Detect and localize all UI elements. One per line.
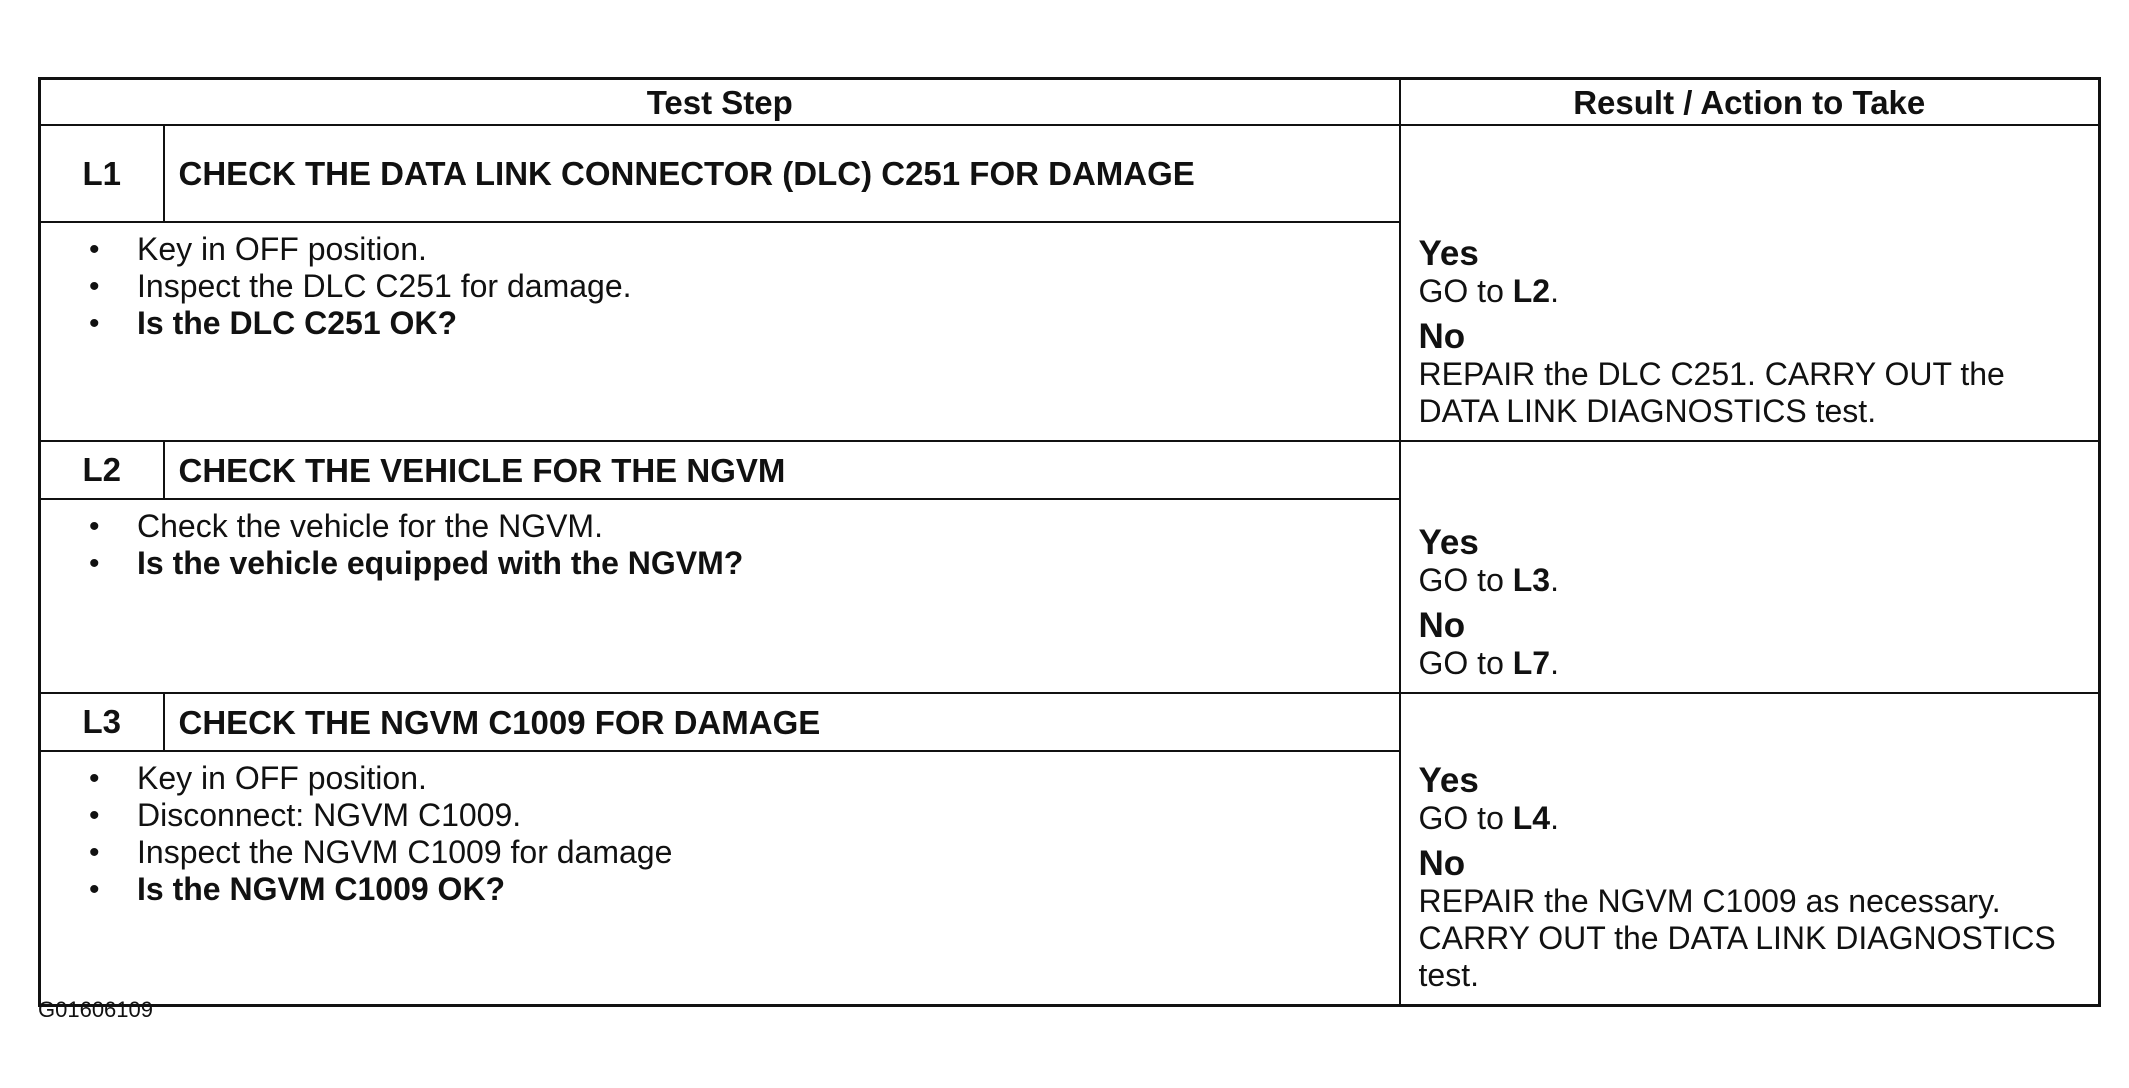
yes-target-link: L3 <box>1512 562 1551 598</box>
figure-code: G01606109 <box>38 997 153 1022</box>
action-item <box>71 508 1383 545</box>
yes-action <box>1419 273 2085 310</box>
action-list <box>71 508 1383 582</box>
yes-target-link: L4 <box>1512 800 1551 836</box>
no-result <box>1419 607 2085 682</box>
no-label: No <box>1418 317 1466 356</box>
no-result <box>1419 318 2085 430</box>
action-text: Key in OFF position. <box>137 760 427 796</box>
action-item <box>71 231 1383 268</box>
yes-action <box>1419 800 2085 837</box>
question-item <box>71 305 1383 342</box>
test-step-header: Test Step <box>40 79 1400 126</box>
yes-prefix: GO to <box>1418 800 1513 836</box>
step-title-text: CHECK THE DATA LINK CONNECTOR (DLC) C251 FOR DAMAGE <box>178 155 1195 192</box>
step-body <box>40 222 1400 441</box>
step-id: L3 <box>40 693 164 751</box>
action-text: Inspect the NGVM C1009 for damage <box>137 834 673 870</box>
question-text: Is the DLC C251 OK? <box>137 305 458 341</box>
bullet-icon: • <box>89 233 100 266</box>
no-action <box>1419 645 2085 682</box>
step-body <box>40 499 1400 693</box>
yes-suffix: . <box>1550 800 1559 836</box>
yes-label: Yes <box>1418 234 1479 273</box>
question-item <box>71 871 1383 908</box>
step-l1-title-row <box>40 125 2100 222</box>
action-item <box>71 834 1383 871</box>
step-l2-result <box>1400 441 2100 693</box>
bullet-icon: • <box>89 799 100 832</box>
step-title <box>164 125 1400 222</box>
table-header-row <box>40 79 2100 126</box>
bullet-icon: • <box>89 873 100 906</box>
no-label: No <box>1418 606 1466 645</box>
action-text: Check the vehicle for the NGVM. <box>137 508 603 544</box>
no-prefix: GO to <box>1418 645 1513 681</box>
action-list <box>71 231 1383 342</box>
step-body <box>40 751 1400 1006</box>
yes-result <box>1419 524 2085 599</box>
action-text: Disconnect: NGVM C1009. <box>137 797 522 833</box>
yes-target-link: L2 <box>1512 273 1551 309</box>
action-list <box>71 760 1383 908</box>
step-title-text: CHECK THE NGVM C1009 FOR DAMAGE <box>178 703 821 741</box>
step-l2-title-row <box>40 441 2100 499</box>
bullet-icon: • <box>89 270 100 303</box>
yes-label: Yes <box>1418 761 1479 800</box>
no-label: No <box>1418 844 1466 883</box>
yes-prefix: GO to <box>1418 273 1513 309</box>
yes-result <box>1419 235 2085 310</box>
action-text: Key in OFF position. <box>137 231 427 267</box>
action-item <box>71 760 1383 797</box>
action-item <box>71 268 1383 305</box>
step-l1-result <box>1400 125 2100 441</box>
action-text: Inspect the DLC C251 for damage. <box>137 268 632 304</box>
step-l3-result <box>1400 693 2100 1006</box>
step-title <box>164 441 1400 499</box>
yes-prefix: GO to <box>1418 562 1513 598</box>
step-title <box>164 693 1400 751</box>
no-target-link: L7 <box>1512 645 1551 681</box>
bullet-icon: • <box>89 762 100 795</box>
no-suffix: . <box>1550 645 1559 681</box>
yes-label: Yes <box>1418 523 1479 562</box>
bullet-icon: • <box>89 836 100 869</box>
step-id: L2 <box>40 441 164 499</box>
yes-suffix: . <box>1550 562 1559 598</box>
action-item <box>71 797 1383 834</box>
bullet-icon: • <box>89 510 100 543</box>
yes-suffix: . <box>1550 273 1559 309</box>
step-id: L1 <box>40 125 164 222</box>
question-item <box>71 545 1383 582</box>
bullet-icon: • <box>89 547 100 580</box>
question-text: Is the NGVM C1009 OK? <box>137 871 506 907</box>
step-l3-title-row <box>40 693 2100 751</box>
bullet-icon: • <box>89 307 100 340</box>
yes-action <box>1419 562 2085 599</box>
yes-result <box>1419 762 2085 837</box>
step-title-text: CHECK THE VEHICLE FOR THE NGVM <box>178 451 786 489</box>
no-result <box>1419 845 2085 994</box>
no-action: REPAIR the NGVM C1009 as necessary. CARRY OUT the DATA LINK DIAGNOSTICS test. <box>1418 883 2056 993</box>
result-action-header: Result / Action to Take <box>1400 79 2100 126</box>
diagnostic-table <box>38 77 2101 1007</box>
no-action: REPAIR the DLC C251. CARRY OUT the DATA LINK DIAGNOSTICS test. <box>1418 356 2005 429</box>
question-text: Is the vehicle equipped with the NGVM? <box>137 545 744 581</box>
